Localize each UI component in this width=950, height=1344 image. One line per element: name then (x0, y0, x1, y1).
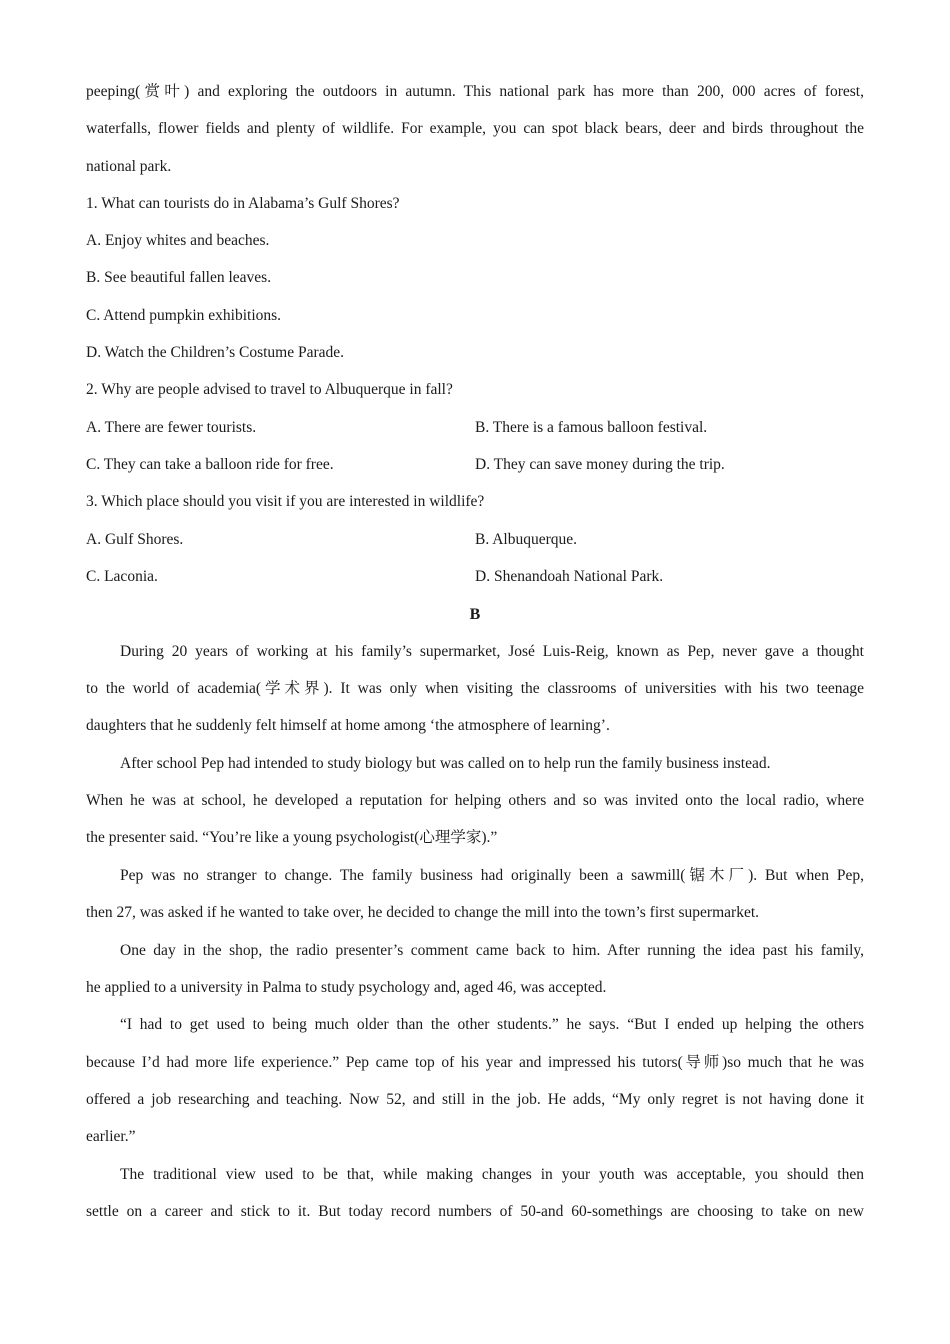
passage-b-line: “I had to get used to being much older than the other students.” he says. “But I ended up helping the others (120, 1016, 864, 1033)
passage-b-line: settle on a career and stick to it. But today record numbers of 50-and 60-somethings are choosing to take on new (86, 1203, 864, 1220)
answer-option: D. They can save money during the trip. (475, 456, 725, 473)
question-stem: 3. Which place should you visit if you are interested in wildlife? (86, 493, 485, 510)
passage-b-line: to the world of academia(学术界). It was only when visiting the classrooms of universities with his two teenage (86, 680, 864, 697)
passage-b-line: earlier.” (86, 1128, 136, 1145)
answer-option: B. See beautiful fallen leaves. (86, 269, 272, 286)
answer-option: A. There are fewer tourists. (86, 419, 257, 436)
answer-option: C. Laconia. (86, 568, 158, 585)
passage-b-line: then 27, was asked if he wanted to take over, he decided to change the mill into the town’s first supermarket. (86, 904, 760, 921)
passage-b-line: because I’d had more life experience.” Pep came top of his year and impressed his tutors(导师)so much that he was (86, 1054, 864, 1071)
answer-option: D. Watch the Children’s Costume Parade. (86, 344, 345, 361)
passage-a-line: national park. (86, 158, 172, 175)
answer-option: A. Enjoy whites and beaches. (86, 232, 270, 249)
passage-b-line: the presenter said. “You’re like a young psychologist(心理学家).” (86, 829, 498, 846)
passage-b-line: Pep was no stranger to change. The family business had originally been a sawmill(锯木厂). But when Pep, (120, 867, 864, 884)
answer-option: B. Albuquerque. (475, 531, 578, 548)
answer-option: C. They can take a balloon ride for free. (86, 456, 334, 473)
section-heading: B (469, 606, 481, 623)
answer-option: A. Gulf Shores. (86, 531, 184, 548)
passage-a-line: waterfalls, flower fields and plenty of wildlife. For example, you can spot black bears, deer and birds throughout the (86, 120, 864, 137)
answer-option: D. Shenandoah National Park. (475, 568, 664, 585)
answer-option: B. There is a famous balloon festival. (475, 419, 708, 436)
question-stem: 2. Why are people advised to travel to Albuquerque in fall? (86, 381, 453, 398)
passage-b-line: he applied to a university in Palma to study psychology and, aged 46, was accepted. (86, 979, 607, 996)
question-stem: 1. What can tourists do in Alabama’s Gulf Shores? (86, 195, 400, 212)
passage-b-line: One day in the shop, the radio presenter’s comment came back to him. After running the idea past his family, (120, 942, 864, 959)
passage-b-line: After school Pep had intended to study biology but was called on to help run the family business instead. (120, 755, 771, 772)
passage-b-line: offered a job researching and teaching. Now 52, and still in the job. He adds, “My only regret is not having done it (86, 1091, 864, 1108)
passage-a-line: peeping(赏叶) and exploring the outdoors in autumn. This national park has more than 200, 000 acres of forest, (86, 83, 864, 100)
passage-b-line: daughters that he suddenly felt himself at home among ‘the atmosphere of learning’. (86, 717, 610, 734)
passage-b-line: When he was at school, he developed a reputation for helping others and so was invited onto the local radio, where (86, 792, 864, 809)
passage-b-line: During 20 years of working at his family’s supermarket, José Luis-Reig, known as Pep, never gave a thought (120, 643, 864, 660)
answer-option: C. Attend pumpkin exhibitions. (86, 307, 282, 324)
passage-b-line: The traditional view used to be that, while making changes in your youth was acceptable, you should then (120, 1166, 864, 1183)
